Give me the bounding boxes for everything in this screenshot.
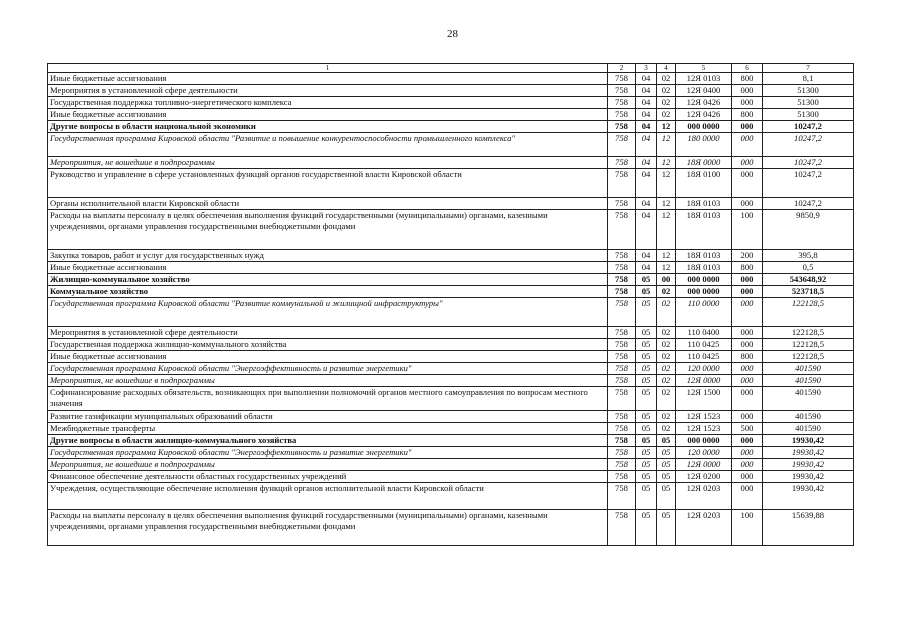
row-subsection-cell: 12 (657, 198, 676, 210)
table-row (48, 250, 854, 262)
row-section-cell: 04 (636, 169, 657, 198)
row-target-cell: 18Я 0103 (676, 250, 732, 262)
row-name-cell: Мероприятия, не вошедшие в подпрограммы (48, 375, 608, 387)
row-code-cell: 758 (608, 133, 636, 157)
row-subsection-cell: 02 (657, 375, 676, 387)
row-amount-cell: 0,5 (763, 262, 854, 274)
row-section-cell: 04 (636, 109, 657, 121)
row-section-cell: 05 (636, 483, 657, 510)
row-section-cell: 05 (636, 435, 657, 447)
row-target-cell: 18Я 0000 (676, 157, 732, 169)
row-amount-cell: 10247,2 (763, 133, 854, 157)
row-subsection-cell: 12 (657, 210, 676, 250)
table-row (48, 97, 854, 109)
row-section-cell: 04 (636, 250, 657, 262)
header-cell: 7 (763, 64, 854, 73)
row-code-cell: 758 (608, 510, 636, 546)
row-section-cell: 05 (636, 375, 657, 387)
row-expense-type-cell: 000 (732, 133, 763, 157)
row-amount-cell: 19930,42 (763, 459, 854, 471)
row-subsection-cell: 05 (657, 447, 676, 459)
row-amount-cell: 10247,2 (763, 157, 854, 169)
row-name-cell: Расходы на выплаты персоналу в целях обеспечения выполнения функций государственными (муниципальными) органами, казенными учреждениями, органами управления государственными внебюджетными фондами (48, 510, 608, 546)
row-target-cell: 12Я 0000 (676, 375, 732, 387)
row-name-cell: Жилищно-коммунальное хозяйство (48, 274, 608, 286)
row-amount-cell: 401590 (763, 375, 854, 387)
row-subsection-cell: 12 (657, 133, 676, 157)
row-amount-cell: 122128,5 (763, 339, 854, 351)
row-target-cell: 110 0000 (676, 298, 732, 327)
row-subsection-cell: 12 (657, 169, 676, 198)
row-subsection-cell: 02 (657, 423, 676, 435)
row-target-cell: 12Я 0203 (676, 483, 732, 510)
row-code-cell: 758 (608, 169, 636, 198)
row-subsection-cell: 05 (657, 459, 676, 471)
table-row (48, 387, 854, 411)
row-section-cell: 04 (636, 157, 657, 169)
row-code-cell: 758 (608, 435, 636, 447)
table-row (48, 510, 854, 546)
row-amount-cell: 523718,5 (763, 286, 854, 298)
row-name-cell: Мероприятия, не вошедшие в подпрограммы (48, 459, 608, 471)
row-subsection-cell: 02 (657, 339, 676, 351)
table-row (48, 411, 854, 423)
row-target-cell: 18Я 0100 (676, 169, 732, 198)
table-row (48, 198, 854, 210)
row-target-cell: 12Я 0426 (676, 97, 732, 109)
row-code-cell: 758 (608, 250, 636, 262)
row-amount-cell: 122128,5 (763, 327, 854, 339)
table-header-row (48, 64, 854, 73)
table-row (48, 286, 854, 298)
table-row (48, 327, 854, 339)
row-code-cell: 758 (608, 97, 636, 109)
row-subsection-cell: 02 (657, 298, 676, 327)
row-name-cell: Финансовое обеспечение деятельности областных государственных учреждений (48, 471, 608, 483)
row-section-cell: 05 (636, 286, 657, 298)
row-name-cell: Иные бюджетные ассигнования (48, 109, 608, 121)
row-code-cell: 758 (608, 121, 636, 133)
row-expense-type-cell: 800 (732, 73, 763, 85)
row-expense-type-cell: 000 (732, 121, 763, 133)
row-target-cell: 12Я 0000 (676, 459, 732, 471)
row-code-cell: 758 (608, 471, 636, 483)
row-name-cell: Государственная программа Кировской области "Энергоэффективность и развитие энергетики" (48, 447, 608, 459)
row-section-cell: 05 (636, 411, 657, 423)
row-name-cell: Расходы на выплаты персоналу в целях обеспечения выполнения функций государственными (муниципальными) органами, казенными учреждениями, органами управления государственными внебюджетными фондами (48, 210, 608, 250)
row-target-cell: 120 0000 (676, 363, 732, 375)
row-section-cell: 05 (636, 447, 657, 459)
row-subsection-cell: 02 (657, 286, 676, 298)
row-expense-type-cell: 000 (732, 286, 763, 298)
table-row (48, 483, 854, 510)
row-section-cell: 05 (636, 510, 657, 546)
row-subsection-cell: 12 (657, 121, 676, 133)
row-section-cell: 04 (636, 85, 657, 97)
row-name-cell: Государственная программа Кировской области "Энергоэффективность и развитие энергетики" (48, 363, 608, 375)
row-expense-type-cell: 100 (732, 510, 763, 546)
header-cell: 3 (636, 64, 657, 73)
row-target-cell: 12Я 1500 (676, 387, 732, 411)
row-name-cell: Мероприятия в установленной сфере деятельности (48, 85, 608, 97)
row-amount-cell: 51300 (763, 109, 854, 121)
table-row (48, 363, 854, 375)
row-code-cell: 758 (608, 210, 636, 250)
row-expense-type-cell: 200 (732, 250, 763, 262)
row-amount-cell: 19930,42 (763, 447, 854, 459)
row-code-cell: 758 (608, 411, 636, 423)
row-expense-type-cell: 800 (732, 351, 763, 363)
row-name-cell: Органы исполнительной власти Кировской области (48, 198, 608, 210)
row-section-cell: 04 (636, 262, 657, 274)
table-row (48, 435, 854, 447)
row-section-cell: 05 (636, 339, 657, 351)
row-amount-cell: 19930,42 (763, 435, 854, 447)
table-row (48, 169, 854, 198)
table-row (48, 459, 854, 471)
row-expense-type-cell: 000 (732, 298, 763, 327)
row-target-cell: 12Я 0426 (676, 109, 732, 121)
row-subsection-cell: 02 (657, 351, 676, 363)
row-section-cell: 04 (636, 73, 657, 85)
row-name-cell: Развитие газификации муниципальных образований области (48, 411, 608, 423)
row-name-cell: Закупка товаров, работ и услуг для государственных нужд (48, 250, 608, 262)
row-name-cell: Иные бюджетные ассигнования (48, 73, 608, 85)
table-row (48, 423, 854, 435)
table-row (48, 133, 854, 157)
row-subsection-cell: 02 (657, 387, 676, 411)
row-subsection-cell: 02 (657, 411, 676, 423)
table-row (48, 121, 854, 133)
row-target-cell: 12Я 0103 (676, 73, 732, 85)
row-name-cell: Мероприятия в установленной сфере деятельности (48, 327, 608, 339)
row-expense-type-cell: 000 (732, 435, 763, 447)
header-cell: 2 (608, 64, 636, 73)
row-target-cell: 000 0000 (676, 435, 732, 447)
row-code-cell: 758 (608, 327, 636, 339)
row-code-cell: 758 (608, 351, 636, 363)
row-subsection-cell: 05 (657, 510, 676, 546)
row-subsection-cell: 12 (657, 250, 676, 262)
row-section-cell: 05 (636, 471, 657, 483)
row-code-cell: 758 (608, 339, 636, 351)
row-section-cell: 04 (636, 210, 657, 250)
row-subsection-cell: 05 (657, 483, 676, 510)
row-expense-type-cell: 500 (732, 423, 763, 435)
row-code-cell: 758 (608, 274, 636, 286)
row-section-cell: 05 (636, 351, 657, 363)
row-name-cell: Государственная поддержка топливно-энергетического комплекса (48, 97, 608, 109)
table-row (48, 109, 854, 121)
row-section-cell: 05 (636, 327, 657, 339)
budget-table (47, 63, 854, 546)
table-row (48, 210, 854, 250)
row-code-cell: 758 (608, 73, 636, 85)
table-body (48, 73, 854, 546)
row-amount-cell: 15639,88 (763, 510, 854, 546)
row-expense-type-cell: 000 (732, 411, 763, 423)
row-amount-cell: 122128,5 (763, 351, 854, 363)
table-row (48, 157, 854, 169)
row-subsection-cell: 05 (657, 435, 676, 447)
row-name-cell: Иные бюджетные ассигнования (48, 351, 608, 363)
row-name-cell: Другие вопросы в области национальной экономики (48, 121, 608, 133)
row-subsection-cell: 02 (657, 85, 676, 97)
header-cell: 1 (48, 64, 608, 73)
row-subsection-cell: 02 (657, 109, 676, 121)
table-row (48, 447, 854, 459)
row-amount-cell: 401590 (763, 387, 854, 411)
header-cell: 4 (657, 64, 676, 73)
row-subsection-cell: 02 (657, 363, 676, 375)
row-subsection-cell: 05 (657, 471, 676, 483)
row-target-cell: 180 0000 (676, 133, 732, 157)
row-expense-type-cell: 000 (732, 375, 763, 387)
row-code-cell: 758 (608, 387, 636, 411)
row-target-cell: 110 0425 (676, 351, 732, 363)
row-subsection-cell: 02 (657, 97, 676, 109)
row-subsection-cell: 00 (657, 274, 676, 286)
row-expense-type-cell: 000 (732, 339, 763, 351)
row-target-cell: 18Я 0103 (676, 262, 732, 274)
row-section-cell: 05 (636, 459, 657, 471)
row-expense-type-cell: 800 (732, 109, 763, 121)
row-amount-cell: 401590 (763, 363, 854, 375)
row-target-cell: 12Я 1523 (676, 411, 732, 423)
table-row (48, 85, 854, 97)
row-code-cell: 758 (608, 363, 636, 375)
table-row (48, 262, 854, 274)
row-section-cell: 05 (636, 387, 657, 411)
row-target-cell: 12Я 1523 (676, 423, 732, 435)
row-amount-cell: 543648,92 (763, 274, 854, 286)
row-section-cell: 05 (636, 274, 657, 286)
row-expense-type-cell: 000 (732, 85, 763, 97)
row-target-cell: 000 0000 (676, 121, 732, 133)
row-expense-type-cell: 000 (732, 471, 763, 483)
row-amount-cell: 9850,9 (763, 210, 854, 250)
row-expense-type-cell: 000 (732, 447, 763, 459)
row-section-cell: 05 (636, 363, 657, 375)
row-amount-cell: 51300 (763, 85, 854, 97)
table-row (48, 351, 854, 363)
row-target-cell: 12Я 0400 (676, 85, 732, 97)
table-row (48, 73, 854, 85)
row-code-cell: 758 (608, 286, 636, 298)
row-section-cell: 04 (636, 121, 657, 133)
row-code-cell: 758 (608, 459, 636, 471)
row-name-cell: Межбюджетные трансферты (48, 423, 608, 435)
row-code-cell: 758 (608, 447, 636, 459)
row-target-cell: 110 0400 (676, 327, 732, 339)
row-subsection-cell: 02 (657, 73, 676, 85)
row-amount-cell: 10247,2 (763, 169, 854, 198)
table-row (48, 471, 854, 483)
row-section-cell: 04 (636, 97, 657, 109)
row-target-cell: 120 0000 (676, 447, 732, 459)
row-amount-cell: 19930,42 (763, 471, 854, 483)
row-name-cell: Иные бюджетные ассигнования (48, 262, 608, 274)
row-code-cell: 758 (608, 85, 636, 97)
row-section-cell: 05 (636, 298, 657, 327)
row-code-cell: 758 (608, 198, 636, 210)
row-target-cell: 18Я 0103 (676, 210, 732, 250)
row-expense-type-cell: 000 (732, 198, 763, 210)
row-amount-cell: 122128,5 (763, 298, 854, 327)
row-target-cell: 12Я 0203 (676, 510, 732, 546)
row-target-cell: 000 0000 (676, 274, 732, 286)
row-name-cell: Государственная программа Кировской области "Развитие и повышение конкурентоспособности промышленного комплекса" (48, 133, 608, 157)
table-row (48, 375, 854, 387)
row-target-cell: 12Я 0200 (676, 471, 732, 483)
row-expense-type-cell: 100 (732, 210, 763, 250)
row-code-cell: 758 (608, 375, 636, 387)
row-amount-cell: 10247,2 (763, 198, 854, 210)
row-name-cell: Учреждения, осуществляющие обеспечение исполнения функций органов исполнительной власти Кировской области (48, 483, 608, 510)
row-amount-cell: 8,1 (763, 73, 854, 85)
row-name-cell: Коммунальное хозяйство (48, 286, 608, 298)
header-cell: 5 (676, 64, 732, 73)
row-code-cell: 758 (608, 298, 636, 327)
row-expense-type-cell: 000 (732, 459, 763, 471)
row-subsection-cell: 12 (657, 157, 676, 169)
row-expense-type-cell: 000 (732, 483, 763, 510)
row-code-cell: 758 (608, 483, 636, 510)
row-name-cell: Софинансирование расходных обязательств, возникающих при выполнении полномочий органов местного самоуправления по вопросам местного значения (48, 387, 608, 411)
row-expense-type-cell: 000 (732, 97, 763, 109)
row-code-cell: 758 (608, 109, 636, 121)
row-name-cell: Государственная поддержка жилищно-коммунального хозяйства (48, 339, 608, 351)
row-section-cell: 04 (636, 133, 657, 157)
row-expense-type-cell: 000 (732, 363, 763, 375)
row-code-cell: 758 (608, 423, 636, 435)
row-name-cell: Государственная программа Кировской области "Развитие коммунальной и жилищной инфраструктуры" (48, 298, 608, 327)
table-row (48, 339, 854, 351)
row-subsection-cell: 12 (657, 262, 676, 274)
row-target-cell: 110 0425 (676, 339, 732, 351)
row-name-cell: Мероприятия, не вошедшие в подпрограммы (48, 157, 608, 169)
row-code-cell: 758 (608, 262, 636, 274)
row-amount-cell: 51300 (763, 97, 854, 109)
row-target-cell: 000 0000 (676, 286, 732, 298)
row-amount-cell: 395,8 (763, 250, 854, 262)
row-amount-cell: 10247,2 (763, 121, 854, 133)
row-expense-type-cell: 800 (732, 262, 763, 274)
row-expense-type-cell: 000 (732, 274, 763, 286)
row-expense-type-cell: 000 (732, 157, 763, 169)
row-code-cell: 758 (608, 157, 636, 169)
row-expense-type-cell: 000 (732, 387, 763, 411)
row-section-cell: 04 (636, 198, 657, 210)
row-name-cell: Другие вопросы в области жилищно-коммунального хозяйства (48, 435, 608, 447)
row-amount-cell: 401590 (763, 411, 854, 423)
row-name-cell: Руководство и управление в сфере установленных функций органов государственной власти Кировской области (48, 169, 608, 198)
row-expense-type-cell: 000 (732, 327, 763, 339)
row-amount-cell: 19930,42 (763, 483, 854, 510)
row-subsection-cell: 02 (657, 327, 676, 339)
row-target-cell: 18Я 0103 (676, 198, 732, 210)
row-amount-cell: 401590 (763, 423, 854, 435)
row-expense-type-cell: 000 (732, 169, 763, 198)
table-row (48, 274, 854, 286)
header-cell: 6 (732, 64, 763, 73)
page-number: 28 (447, 28, 458, 40)
table-row (48, 298, 854, 327)
row-section-cell: 05 (636, 423, 657, 435)
